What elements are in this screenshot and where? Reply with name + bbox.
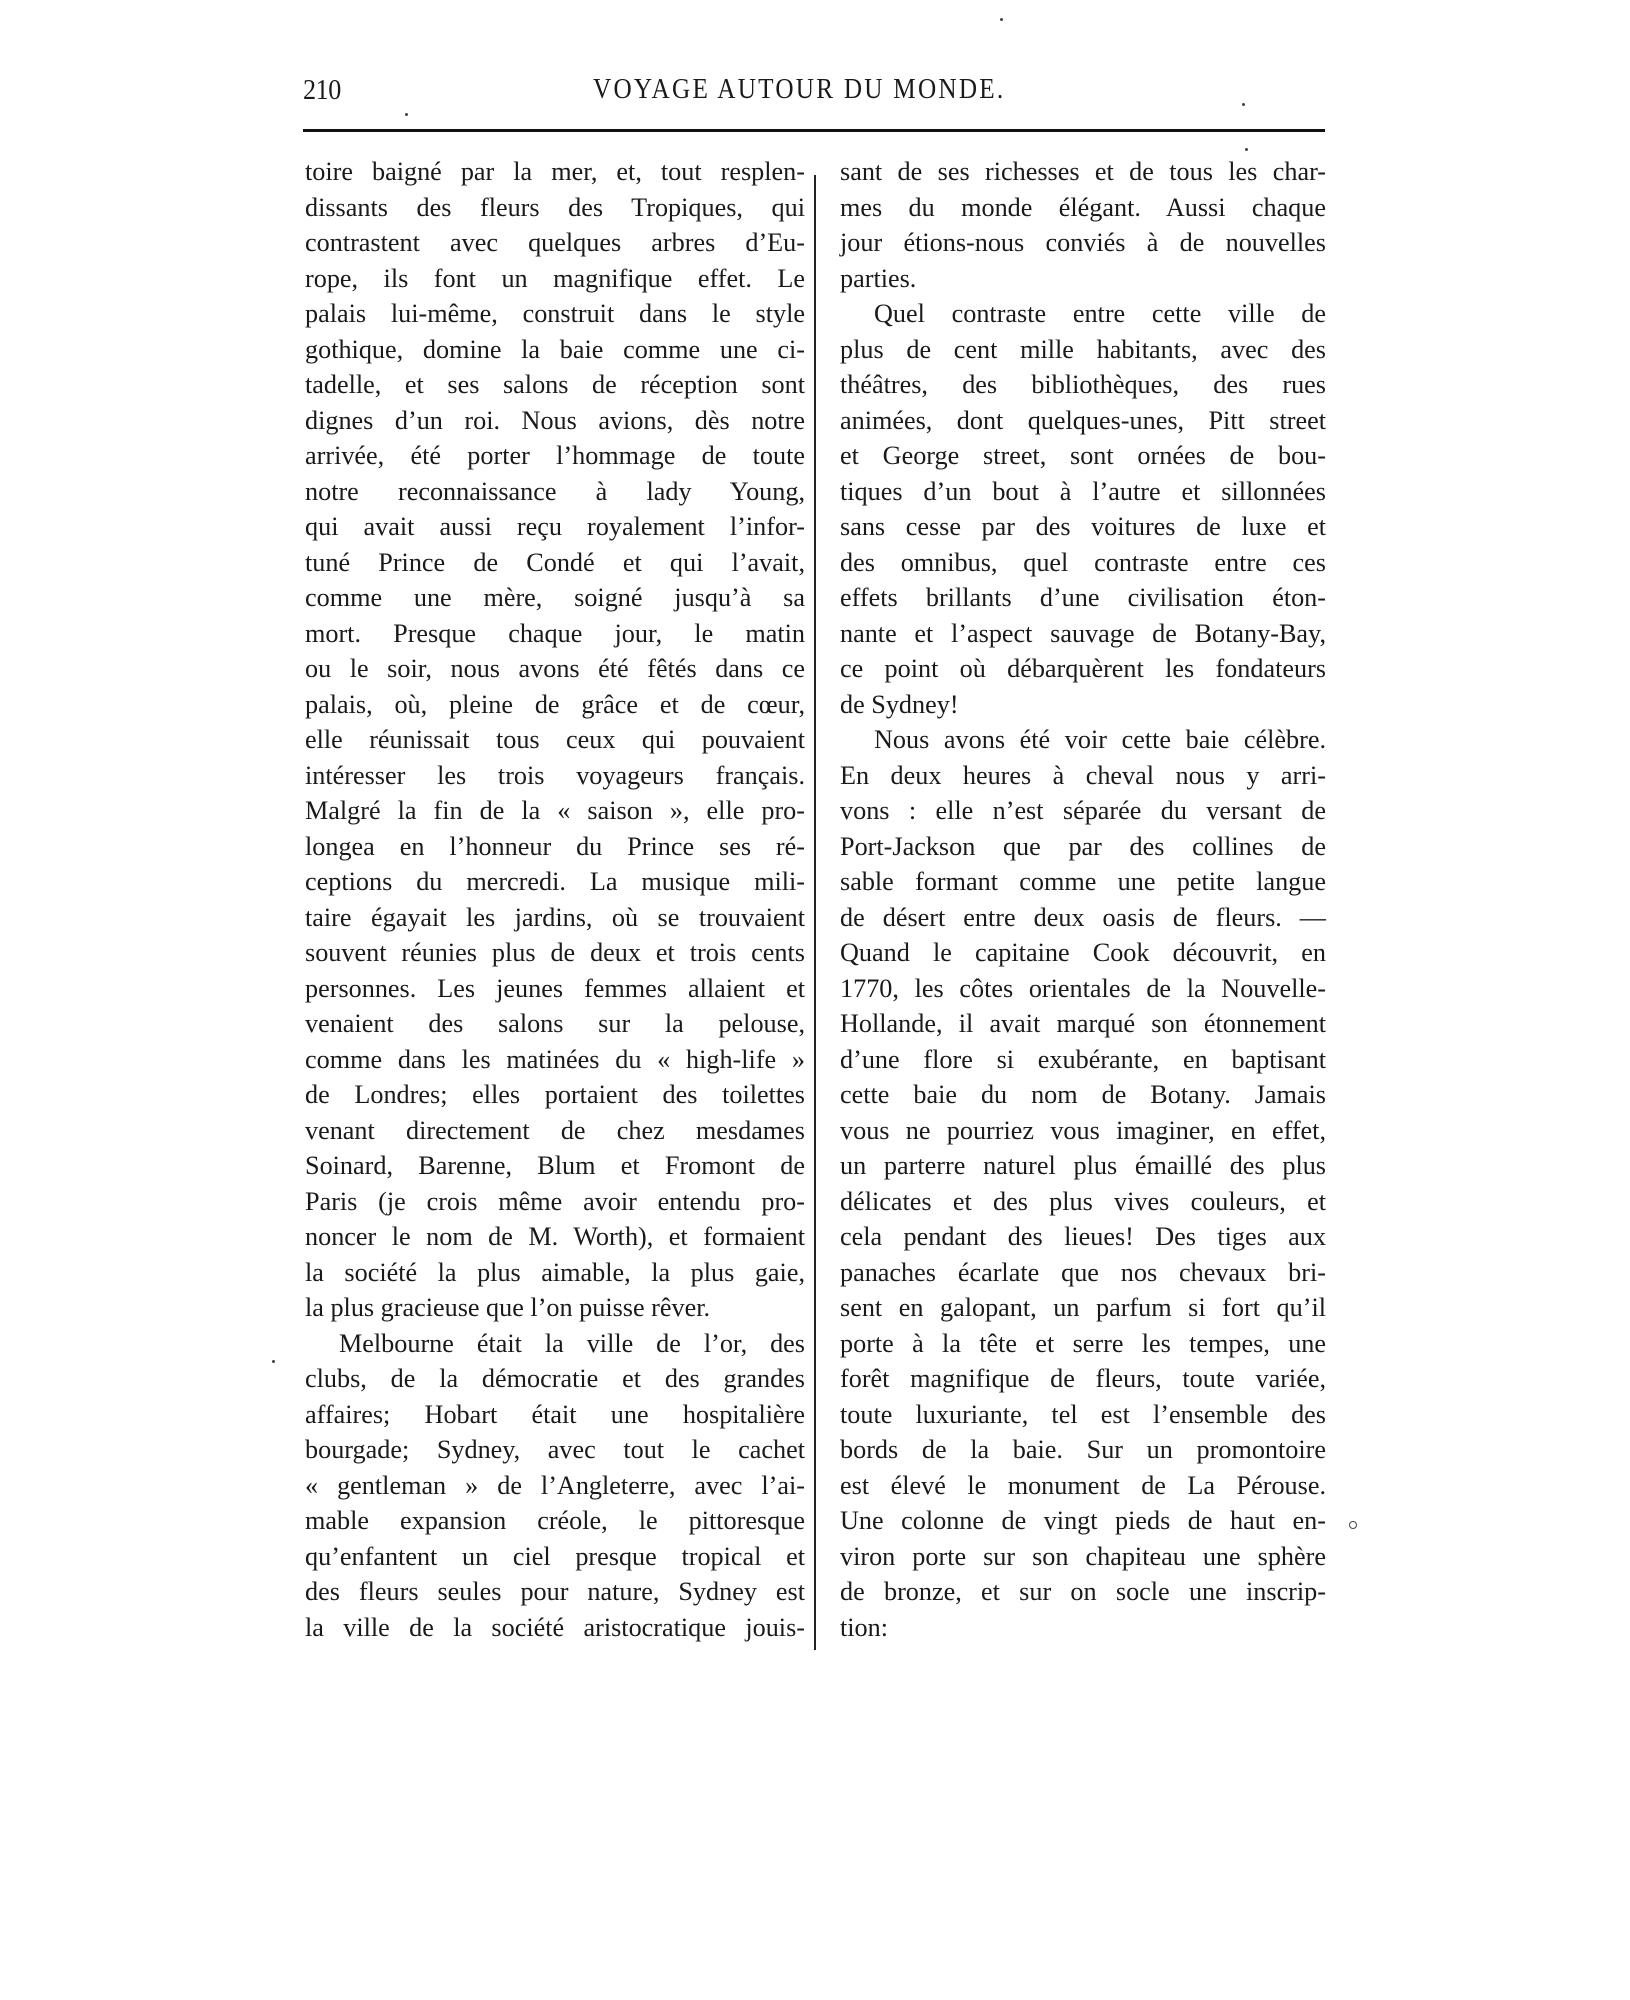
text-line: ce point où débarquèrent les fondateurs xyxy=(840,654,1326,683)
text-line: bourgade; Sydney, avec tout le cachet xyxy=(305,1435,805,1464)
text-line: porte à la tête et serre les tempes, une xyxy=(840,1328,1326,1358)
scan-speck xyxy=(1349,1521,1357,1529)
text-line: Melbourne était la ville de l’or, des xyxy=(339,1328,805,1358)
text-line: sent en galopant, un parfum si fort qu’il xyxy=(840,1293,1326,1322)
text-line: d’une flore si exubérante, en baptisant xyxy=(840,1044,1326,1074)
text-line: la plus gracieuse que l’on puisse rêver. xyxy=(305,1293,711,1322)
text-line: palais, où, pleine de grâce et de cœur, xyxy=(305,689,805,719)
text-line: qu’enfantent un ciel presque tropical et xyxy=(305,1541,805,1571)
running-title: VOYAGE AUTOUR DU MONDE. xyxy=(593,74,1006,105)
text-line: tiques d’un bout à l’autre et sillonnées xyxy=(840,476,1326,506)
text-line: bords de la baie. Sur un promontoire xyxy=(840,1435,1326,1464)
text-line: Quand le capitaine Cook découvrit, en xyxy=(840,938,1326,967)
right-text-column xyxy=(840,154,1326,1645)
text-line: venaient des salons sur la pelouse, xyxy=(305,1009,805,1038)
text-line: longea en l’honneur du Prince ses ré- xyxy=(305,831,805,861)
text-line: effets brillants d’une civilisation éton- xyxy=(840,583,1326,612)
text-line: est élevé le monument de La Pérouse. xyxy=(840,1470,1326,1500)
text-line: et George street, sont ornées de bou- xyxy=(840,441,1326,470)
text-line: parties. xyxy=(840,263,917,293)
scan-speck xyxy=(1000,18,1003,21)
text-line: toute luxuriante, tel est l’ensemble des xyxy=(840,1399,1326,1429)
text-line: mes du monde élégant. Aussi chaque xyxy=(840,192,1326,222)
text-line: forêt magnifique de fleurs, toute variée, xyxy=(840,1364,1326,1393)
text-line: de Londres; elles portaient des toilettes xyxy=(305,1080,805,1109)
text-line: dignes d’un roi. Nous avions, dès notre xyxy=(305,405,805,435)
text-line: Port-Jackson que par des collines de xyxy=(840,831,1326,861)
text-line: Quel contraste entre cette ville de xyxy=(874,299,1326,328)
text-line: cela pendant des lieues! Des tiges aux xyxy=(840,1222,1326,1251)
text-line: cette baie du nom de Botany. Jamais xyxy=(840,1080,1326,1109)
text-line: sans cesse par des voitures de luxe et xyxy=(840,512,1326,541)
text-line: la ville de la société aristocratique jouis- xyxy=(305,1612,805,1642)
scan-speck xyxy=(405,113,408,116)
text-line: souvent réunies plus de deux et trois cents xyxy=(305,938,805,967)
text-line: viron porte sur son chapiteau une sphère xyxy=(840,1541,1326,1571)
page-number: 210 xyxy=(303,74,341,106)
text-line: comme une mère, soigné jusqu’à sa xyxy=(305,583,805,612)
text-line: notre reconnaissance à lady Young, xyxy=(305,476,805,506)
text-line: plus de cent mille habitants, avec des xyxy=(840,334,1326,364)
text-line: 1770, les côtes orientales de la Nouvelle- xyxy=(840,973,1326,1003)
header-rule xyxy=(303,129,1325,132)
text-line: délicates et des plus vives couleurs, et xyxy=(840,1186,1326,1216)
text-line: des omnibus, quel contraste entre ces xyxy=(840,547,1326,577)
text-line: rope, ils font un magnifique effet. Le xyxy=(305,263,805,293)
text-line: vous ne pourriez vous imaginer, en effet, xyxy=(840,1115,1326,1145)
text-line: arrivée, été porter l’hommage de toute xyxy=(305,441,805,470)
text-line: Soinard, Barenne, Blum et Fromont de xyxy=(305,1151,805,1180)
text-line: mort. Presque chaque jour, le matin xyxy=(305,618,805,648)
text-line: Paris (je crois même avoir entendu pro- xyxy=(305,1186,805,1216)
text-line: tion: xyxy=(840,1612,889,1642)
text-line: de désert entre deux oasis de fleurs. — xyxy=(840,902,1326,932)
text-line: comme dans les matinées du « high-life » xyxy=(305,1044,805,1074)
text-line: un parterre naturel plus émaillé des plus xyxy=(840,1151,1326,1180)
text-line: intéresser les trois voyageurs français. xyxy=(305,760,805,790)
text-line: gothique, domine la baie comme une ci- xyxy=(305,334,805,364)
text-line: animées, dont quelques-unes, Pitt street xyxy=(840,405,1326,435)
text-line: vons : elle n’est séparée du versant de xyxy=(840,796,1326,825)
text-line: En deux heures à cheval nous y arri- xyxy=(840,760,1326,790)
text-line: théâtres, des bibliothèques, des rues xyxy=(840,370,1326,399)
text-line: panaches écarlate que nos chevaux bri- xyxy=(840,1257,1326,1287)
scan-speck xyxy=(1242,103,1245,106)
text-line: la société la plus aimable, la plus gaie, xyxy=(305,1257,805,1287)
text-line: tadelle, et ses salons de réception sont xyxy=(305,370,805,399)
text-line: Hollande, il avait marqué son étonnement xyxy=(840,1009,1326,1038)
running-head xyxy=(303,72,1325,116)
text-line: taire égayait les jardins, où se trouvaient xyxy=(305,902,805,932)
text-line: elle réunissait tous ceux qui pouvaient xyxy=(305,725,805,754)
text-line: ou le soir, nous avons été fêtés dans ce xyxy=(305,654,805,683)
text-line: nante et l’aspect sauvage de Botany-Bay, xyxy=(840,618,1326,648)
text-line: palais lui-même, construit dans le style xyxy=(305,299,805,328)
text-line: affaires; Hobart était une hospitalière xyxy=(305,1399,805,1429)
text-line: de bronze, et sur on socle une inscrip- xyxy=(840,1577,1326,1606)
text-line: Une colonne de vingt pieds de haut en- xyxy=(840,1506,1326,1535)
text-line: contrastent avec quelques arbres d’Eu- xyxy=(305,228,805,257)
left-text-column xyxy=(305,154,805,1645)
text-line: dissants des fleurs des Tropiques, qui xyxy=(305,192,805,222)
text-line: sant de ses richesses et de tous les char- xyxy=(840,157,1326,186)
text-line: venant directement de chez mesdames xyxy=(305,1115,805,1145)
text-line: clubs, de la démocratie et des grandes xyxy=(305,1364,805,1393)
text-line: « gentleman » de l’Angleterre, avec l’ai- xyxy=(305,1470,805,1500)
text-line: toire baigné par la mer, et, tout resplen- xyxy=(305,157,805,186)
text-line: des fleurs seules pour nature, Sydney est xyxy=(305,1577,805,1606)
text-line: noncer le nom de M. Worth), et formaient xyxy=(305,1222,805,1251)
text-line: ceptions du mercredi. La musique mili- xyxy=(305,867,805,896)
text-line: personnes. Les jeunes femmes allaient et xyxy=(305,973,805,1003)
text-line: tuné Prince de Condé et qui l’avait, xyxy=(305,547,805,577)
text-line: jour étions-nous conviés à de nouvelles xyxy=(840,228,1326,257)
column-divider xyxy=(814,175,816,1650)
scan-speck xyxy=(1245,148,1248,151)
text-line: qui avait aussi reçu royalement l’infor- xyxy=(305,512,805,541)
text-line: sable formant comme une petite langue xyxy=(840,867,1326,896)
text-line: Nous avons été voir cette baie célèbre. xyxy=(874,725,1326,754)
text-line: Malgré la fin de la « saison », elle pro- xyxy=(305,796,805,825)
text-line: mable expansion créole, le pittoresque xyxy=(305,1506,805,1535)
scan-speck xyxy=(272,1360,275,1363)
text-line: de Sydney! xyxy=(840,689,959,719)
